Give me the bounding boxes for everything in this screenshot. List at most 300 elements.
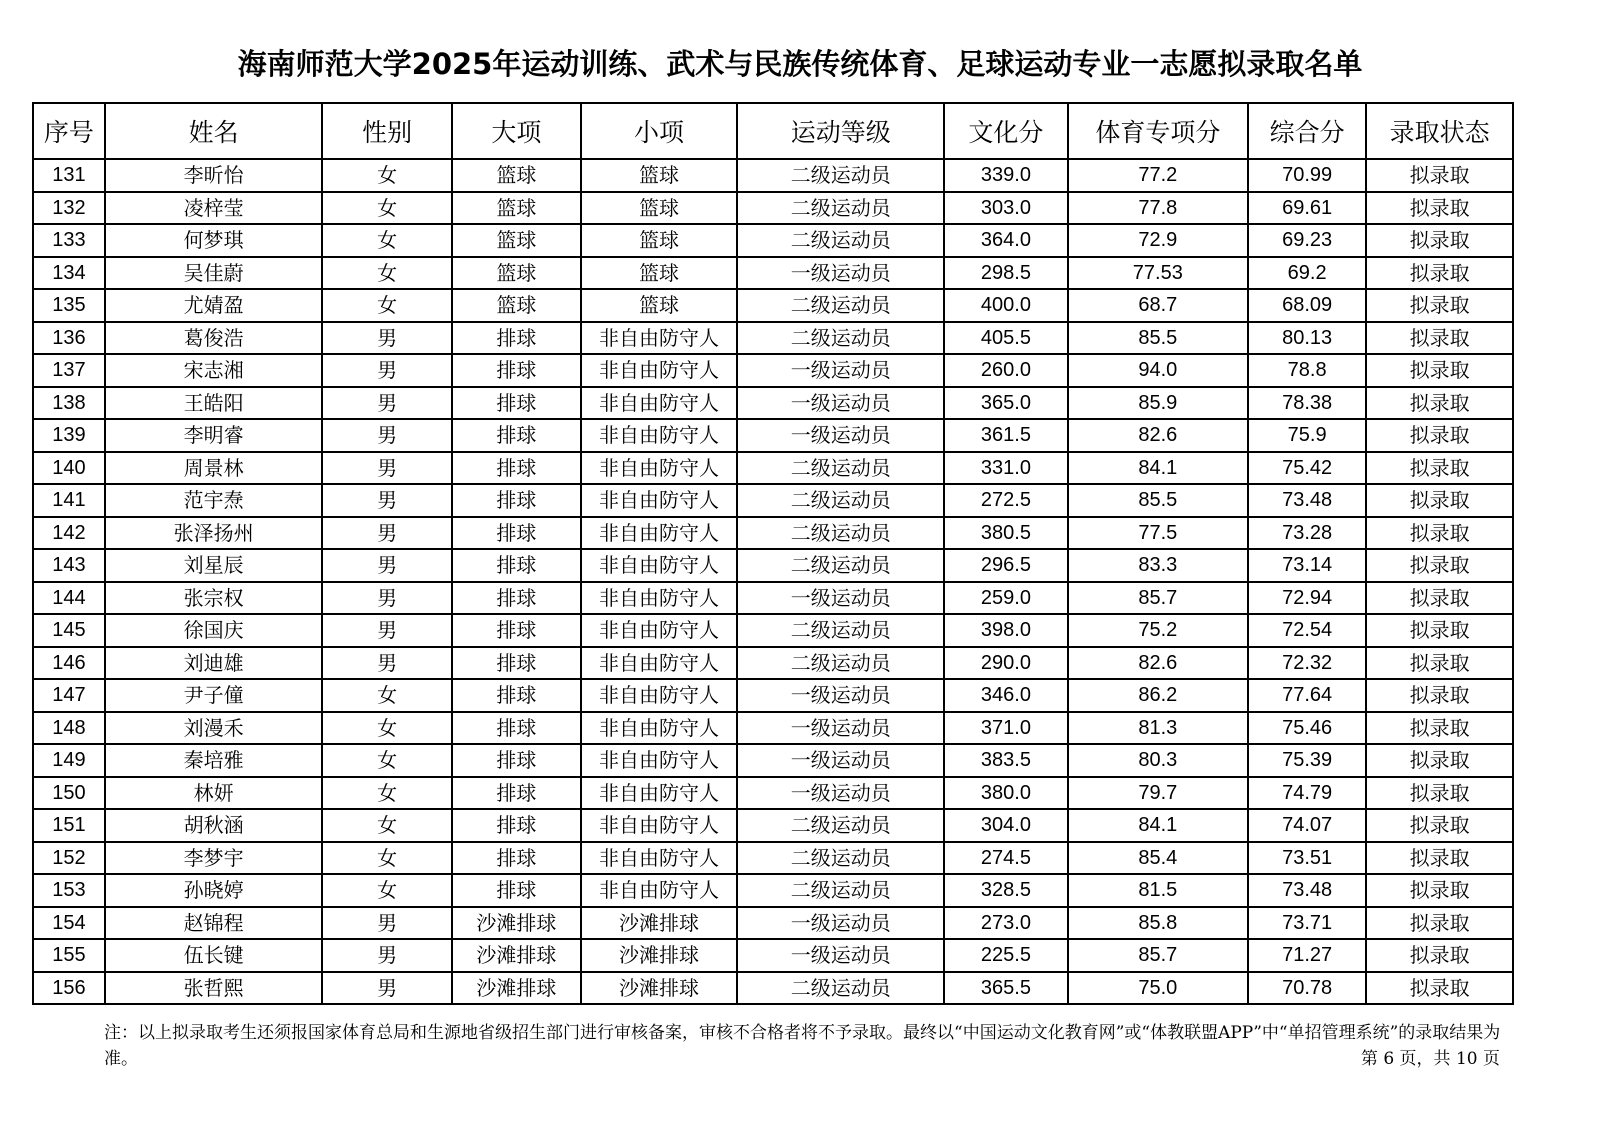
table-row: [33, 192, 1513, 225]
cell-composite-score: 68.09: [1248, 289, 1366, 322]
cell-sport-score: 77.2: [1068, 159, 1249, 192]
cell-culture-score: 400.0: [944, 289, 1067, 322]
cell-status: 拟录取: [1366, 322, 1513, 355]
cell-sport-score: 77.53: [1068, 257, 1249, 290]
table-row: [33, 257, 1513, 290]
cell-sub-event: 篮球: [581, 257, 737, 290]
admission-table: [32, 102, 1514, 1005]
cell-culture-score: 380.5: [944, 517, 1067, 550]
cell-culture-score: 361.5: [944, 419, 1067, 452]
cell-composite-score: 70.78: [1248, 972, 1366, 1005]
cell-major-event: 排球: [452, 387, 581, 420]
cell-sub-event: 非自由防守人: [581, 387, 737, 420]
cell-culture-score: 339.0: [944, 159, 1067, 192]
table-row: [33, 224, 1513, 257]
cell-sub-event: 非自由防守人: [581, 874, 737, 907]
cell-index: 153: [33, 874, 105, 907]
cell-name: 李昕怡: [105, 159, 323, 192]
cell-composite-score: 80.13: [1248, 322, 1366, 355]
cell-name: 何梦琪: [105, 224, 323, 257]
cell-name: 刘迪雄: [105, 647, 323, 680]
cell-sport-score: 75.2: [1068, 614, 1249, 647]
cell-sub-event: 非自由防守人: [581, 647, 737, 680]
cell-gender: 女: [322, 809, 451, 842]
cell-major-event: 沙滩排球: [452, 939, 581, 972]
cell-sport-score: 81.5: [1068, 874, 1249, 907]
cell-status: 拟录取: [1366, 192, 1513, 225]
cell-name: 李明睿: [105, 419, 323, 452]
page-indicator: 第 6 页，共 10 页: [1360, 1049, 1500, 1069]
cell-sub-event: 非自由防守人: [581, 614, 737, 647]
cell-name: 凌梓莹: [105, 192, 323, 225]
cell-sport-score: 81.3: [1068, 712, 1249, 745]
cell-athlete-level: 一级运动员: [737, 712, 944, 745]
cell-name: 宋志湘: [105, 354, 323, 387]
column-header-name: 姓名: [105, 103, 323, 159]
cell-sport-score: 85.8: [1068, 907, 1249, 940]
cell-sub-event: 非自由防守人: [581, 452, 737, 485]
table-row: [33, 159, 1513, 192]
cell-sub-event: 非自由防守人: [581, 582, 737, 615]
cell-index: 156: [33, 972, 105, 1005]
cell-composite-score: 72.54: [1248, 614, 1366, 647]
cell-major-event: 排球: [452, 614, 581, 647]
cell-culture-score: 272.5: [944, 484, 1067, 517]
cell-sport-score: 94.0: [1068, 354, 1249, 387]
cell-composite-score: 71.27: [1248, 939, 1366, 972]
cell-major-event: 排球: [452, 744, 581, 777]
cell-name: 张哲熙: [105, 972, 323, 1005]
cell-name: 葛俊浩: [105, 322, 323, 355]
cell-athlete-level: 二级运动员: [737, 484, 944, 517]
cell-culture-score: 398.0: [944, 614, 1067, 647]
table-row: [33, 744, 1513, 777]
cell-sport-score: 79.7: [1068, 777, 1249, 810]
cell-sub-event: 沙滩排球: [581, 939, 737, 972]
cell-culture-score: 298.5: [944, 257, 1067, 290]
cell-culture-score: 259.0: [944, 582, 1067, 615]
cell-sub-event: 非自由防守人: [581, 354, 737, 387]
cell-sport-score: 85.7: [1068, 582, 1249, 615]
cell-culture-score: 290.0: [944, 647, 1067, 680]
table-row: [33, 972, 1513, 1005]
cell-status: 拟录取: [1366, 484, 1513, 517]
cell-athlete-level: 二级运动员: [737, 809, 944, 842]
cell-gender: 男: [322, 452, 451, 485]
cell-sub-event: 非自由防守人: [581, 712, 737, 745]
cell-culture-score: 225.5: [944, 939, 1067, 972]
cell-index: 152: [33, 842, 105, 875]
cell-sub-event: 沙滩排球: [581, 907, 737, 940]
cell-athlete-level: 一级运动员: [737, 419, 944, 452]
cell-sub-event: 沙滩排球: [581, 972, 737, 1005]
cell-major-event: 排球: [452, 874, 581, 907]
cell-culture-score: 365.0: [944, 387, 1067, 420]
cell-sub-event: 篮球: [581, 192, 737, 225]
cell-sub-event: 篮球: [581, 224, 737, 257]
cell-major-event: 篮球: [452, 224, 581, 257]
cell-status: 拟录取: [1366, 712, 1513, 745]
cell-culture-score: 260.0: [944, 354, 1067, 387]
cell-composite-score: 69.61: [1248, 192, 1366, 225]
cell-status: 拟录取: [1366, 842, 1513, 875]
cell-composite-score: 73.48: [1248, 874, 1366, 907]
cell-status: 拟录取: [1366, 289, 1513, 322]
cell-major-event: 排球: [452, 647, 581, 680]
cell-name: 伍长键: [105, 939, 323, 972]
cell-gender: 男: [322, 907, 451, 940]
table-row: [33, 907, 1513, 940]
cell-gender: 男: [322, 517, 451, 550]
cell-status: 拟录取: [1366, 387, 1513, 420]
table-row: [33, 582, 1513, 615]
cell-athlete-level: 二级运动员: [737, 159, 944, 192]
cell-status: 拟录取: [1366, 159, 1513, 192]
cell-sport-score: 68.7: [1068, 289, 1249, 322]
cell-major-event: 篮球: [452, 192, 581, 225]
table-row: [33, 354, 1513, 387]
cell-athlete-level: 二级运动员: [737, 322, 944, 355]
cell-athlete-level: 二级运动员: [737, 192, 944, 225]
cell-sub-event: 非自由防守人: [581, 484, 737, 517]
cell-name: 赵锦程: [105, 907, 323, 940]
cell-major-event: 排球: [452, 582, 581, 615]
cell-major-event: 排球: [452, 842, 581, 875]
column-header-composite-score: 综合分: [1248, 103, 1366, 159]
cell-sub-event: 篮球: [581, 159, 737, 192]
cell-athlete-level: 二级运动员: [737, 517, 944, 550]
cell-major-event: 排球: [452, 484, 581, 517]
cell-name: 尹子僮: [105, 679, 323, 712]
cell-index: 146: [33, 647, 105, 680]
cell-name: 刘漫禾: [105, 712, 323, 745]
cell-composite-score: 73.14: [1248, 549, 1366, 582]
cell-sport-score: 72.9: [1068, 224, 1249, 257]
cell-sport-score: 85.7: [1068, 939, 1249, 972]
cell-culture-score: 365.5: [944, 972, 1067, 1005]
cell-athlete-level: 一级运动员: [737, 777, 944, 810]
cell-name: 李梦宇: [105, 842, 323, 875]
cell-sub-event: 非自由防守人: [581, 322, 737, 355]
cell-composite-score: 70.99: [1248, 159, 1366, 192]
cell-gender: 男: [322, 387, 451, 420]
cell-major-event: 篮球: [452, 289, 581, 322]
cell-sub-event: 非自由防守人: [581, 517, 737, 550]
cell-composite-score: 69.23: [1248, 224, 1366, 257]
cell-major-event: 排球: [452, 712, 581, 745]
cell-status: 拟录取: [1366, 452, 1513, 485]
cell-status: 拟录取: [1366, 549, 1513, 582]
cell-composite-score: 77.64: [1248, 679, 1366, 712]
cell-gender: 女: [322, 679, 451, 712]
column-header-index: 序号: [33, 103, 105, 159]
page-title: 海南师范大学2025年运动训练、武术与民族传统体育、足球运动专业一志愿拟录取名单: [237, 47, 1363, 81]
cell-major-event: 排球: [452, 322, 581, 355]
cell-status: 拟录取: [1366, 744, 1513, 777]
column-header-culture-score: 文化分: [944, 103, 1067, 159]
column-header-athlete-level: 运动等级: [737, 103, 944, 159]
cell-name: 吴佳蔚: [105, 257, 323, 290]
table-row: [33, 419, 1513, 452]
cell-major-event: 排球: [452, 777, 581, 810]
cell-gender: 男: [322, 549, 451, 582]
footnote: 注：以上拟录取考生还须报国家体育总局和生源地省级招生部门进行审核备案，审核不合格者将不予录取。最终以“中国运动文化教育网”或“体教联盟APP”中“单招管理系统”的录取结果为准。: [104, 1023, 1501, 1069]
cell-athlete-level: 二级运动员: [737, 614, 944, 647]
cell-sport-score: 82.6: [1068, 647, 1249, 680]
table-row: [33, 647, 1513, 680]
cell-status: 拟录取: [1366, 679, 1513, 712]
table-row: [33, 809, 1513, 842]
cell-status: 拟录取: [1366, 647, 1513, 680]
cell-sport-score: 85.4: [1068, 842, 1249, 875]
cell-athlete-level: 二级运动员: [737, 842, 944, 875]
cell-index: 137: [33, 354, 105, 387]
cell-status: 拟录取: [1366, 939, 1513, 972]
cell-composite-score: 73.71: [1248, 907, 1366, 940]
cell-name: 秦培雅: [105, 744, 323, 777]
cell-sub-event: 非自由防守人: [581, 777, 737, 810]
cell-gender: 男: [322, 647, 451, 680]
cell-culture-score: 364.0: [944, 224, 1067, 257]
cell-status: 拟录取: [1366, 582, 1513, 615]
cell-sub-event: 非自由防守人: [581, 809, 737, 842]
cell-gender: 男: [322, 322, 451, 355]
cell-index: 151: [33, 809, 105, 842]
cell-name: 刘星辰: [105, 549, 323, 582]
cell-index: 148: [33, 712, 105, 745]
cell-major-event: 篮球: [452, 257, 581, 290]
cell-index: 149: [33, 744, 105, 777]
cell-status: 拟录取: [1366, 972, 1513, 1005]
cell-major-event: 排球: [452, 354, 581, 387]
cell-culture-score: 274.5: [944, 842, 1067, 875]
cell-sport-score: 75.0: [1068, 972, 1249, 1005]
cell-composite-score: 73.28: [1248, 517, 1366, 550]
cell-major-event: 排球: [452, 517, 581, 550]
table-row: [33, 874, 1513, 907]
cell-sport-score: 85.5: [1068, 322, 1249, 355]
column-header-admission-status: 录取状态: [1366, 103, 1513, 159]
cell-composite-score: 75.9: [1248, 419, 1366, 452]
cell-index: 134: [33, 257, 105, 290]
cell-sport-score: 84.1: [1068, 809, 1249, 842]
cell-status: 拟录取: [1366, 614, 1513, 647]
cell-sport-score: 85.9: [1068, 387, 1249, 420]
cell-athlete-level: 二级运动员: [737, 549, 944, 582]
cell-index: 144: [33, 582, 105, 615]
cell-gender: 男: [322, 972, 451, 1005]
cell-major-event: 排球: [452, 549, 581, 582]
cell-status: 拟录取: [1366, 354, 1513, 387]
cell-gender: 女: [322, 257, 451, 290]
cell-gender: 女: [322, 874, 451, 907]
cell-athlete-level: 一级运动员: [737, 257, 944, 290]
cell-composite-score: 75.39: [1248, 744, 1366, 777]
cell-name: 尤婧盈: [105, 289, 323, 322]
cell-culture-score: 303.0: [944, 192, 1067, 225]
cell-culture-score: 296.5: [944, 549, 1067, 582]
cell-index: 132: [33, 192, 105, 225]
cell-gender: 女: [322, 712, 451, 745]
cell-major-event: 排球: [452, 809, 581, 842]
cell-name: 张宗权: [105, 582, 323, 615]
cell-composite-score: 73.48: [1248, 484, 1366, 517]
cell-name: 王皓阳: [105, 387, 323, 420]
cell-status: 拟录取: [1366, 224, 1513, 257]
cell-athlete-level: 一级运动员: [737, 582, 944, 615]
cell-culture-score: 383.5: [944, 744, 1067, 777]
column-header-sport-score: 体育专项分: [1068, 103, 1249, 159]
table-row: [33, 679, 1513, 712]
table-row: [33, 712, 1513, 745]
cell-composite-score: 74.07: [1248, 809, 1366, 842]
cell-name: 胡秋涵: [105, 809, 323, 842]
cell-status: 拟录取: [1366, 874, 1513, 907]
cell-index: 147: [33, 679, 105, 712]
cell-sport-score: 86.2: [1068, 679, 1249, 712]
table-row: [33, 484, 1513, 517]
cell-athlete-level: 一级运动员: [737, 907, 944, 940]
cell-gender: 男: [322, 419, 451, 452]
table-row: [33, 452, 1513, 485]
cell-name: 林妍: [105, 777, 323, 810]
cell-name: 张泽扬州: [105, 517, 323, 550]
cell-gender: 女: [322, 289, 451, 322]
cell-composite-score: 74.79: [1248, 777, 1366, 810]
cell-sport-score: 77.5: [1068, 517, 1249, 550]
cell-culture-score: 405.5: [944, 322, 1067, 355]
table-row: [33, 387, 1513, 420]
cell-sub-event: 非自由防守人: [581, 549, 737, 582]
cell-sub-event: 篮球: [581, 289, 737, 322]
cell-culture-score: 273.0: [944, 907, 1067, 940]
cell-athlete-level: 二级运动员: [737, 289, 944, 322]
cell-gender: 女: [322, 159, 451, 192]
cell-athlete-level: 二级运动员: [737, 224, 944, 257]
cell-culture-score: 304.0: [944, 809, 1067, 842]
cell-athlete-level: 二级运动员: [737, 874, 944, 907]
column-header-gender: 性别: [322, 103, 451, 159]
cell-sport-score: 82.6: [1068, 419, 1249, 452]
cell-athlete-level: 一级运动员: [737, 387, 944, 420]
cell-gender: 男: [322, 939, 451, 972]
cell-composite-score: 72.32: [1248, 647, 1366, 680]
cell-major-event: 排球: [452, 452, 581, 485]
table-row: [33, 842, 1513, 875]
cell-sub-event: 非自由防守人: [581, 842, 737, 875]
cell-index: 133: [33, 224, 105, 257]
cell-athlete-level: 二级运动员: [737, 452, 944, 485]
table-row: [33, 549, 1513, 582]
cell-index: 141: [33, 484, 105, 517]
cell-sport-score: 80.3: [1068, 744, 1249, 777]
cell-name: 徐国庆: [105, 614, 323, 647]
cell-major-event: 沙滩排球: [452, 972, 581, 1005]
table-row: [33, 517, 1513, 550]
cell-name: 范宇焘: [105, 484, 323, 517]
cell-sub-event: 非自由防守人: [581, 419, 737, 452]
cell-composite-score: 78.38: [1248, 387, 1366, 420]
cell-gender: 女: [322, 224, 451, 257]
cell-gender: 女: [322, 192, 451, 225]
cell-composite-score: 69.2: [1248, 257, 1366, 290]
cell-sport-score: 85.5: [1068, 484, 1249, 517]
cell-status: 拟录取: [1366, 777, 1513, 810]
cell-index: 135: [33, 289, 105, 322]
cell-name: 孙晓婷: [105, 874, 323, 907]
table-body: [33, 159, 1513, 1004]
cell-athlete-level: 二级运动员: [737, 647, 944, 680]
cell-gender: 男: [322, 484, 451, 517]
cell-gender: 男: [322, 614, 451, 647]
table-row: [33, 614, 1513, 647]
cell-major-event: 沙滩排球: [452, 907, 581, 940]
cell-status: 拟录取: [1366, 257, 1513, 290]
cell-gender: 女: [322, 842, 451, 875]
cell-athlete-level: 一级运动员: [737, 354, 944, 387]
cell-status: 拟录取: [1366, 419, 1513, 452]
table-row: [33, 777, 1513, 810]
cell-index: 138: [33, 387, 105, 420]
cell-index: 139: [33, 419, 105, 452]
cell-sport-score: 77.8: [1068, 192, 1249, 225]
cell-culture-score: 346.0: [944, 679, 1067, 712]
cell-major-event: 排球: [452, 419, 581, 452]
cell-composite-score: 78.8: [1248, 354, 1366, 387]
cell-index: 136: [33, 322, 105, 355]
cell-athlete-level: 一级运动员: [737, 744, 944, 777]
cell-composite-score: 72.94: [1248, 582, 1366, 615]
table-row: [33, 939, 1513, 972]
cell-culture-score: 371.0: [944, 712, 1067, 745]
cell-athlete-level: 一级运动员: [737, 939, 944, 972]
column-header-major-event: 大项: [452, 103, 581, 159]
cell-sub-event: 非自由防守人: [581, 679, 737, 712]
cell-index: 155: [33, 939, 105, 972]
cell-gender: 男: [322, 582, 451, 615]
cell-status: 拟录取: [1366, 517, 1513, 550]
table-row: [33, 289, 1513, 322]
cell-athlete-level: 一级运动员: [737, 679, 944, 712]
cell-culture-score: 380.0: [944, 777, 1067, 810]
cell-status: 拟录取: [1366, 907, 1513, 940]
cell-composite-score: 75.42: [1248, 452, 1366, 485]
cell-index: 140: [33, 452, 105, 485]
cell-composite-score: 73.51: [1248, 842, 1366, 875]
cell-composite-score: 75.46: [1248, 712, 1366, 745]
cell-gender: 女: [322, 744, 451, 777]
cell-index: 145: [33, 614, 105, 647]
cell-gender: 女: [322, 777, 451, 810]
cell-gender: 男: [322, 354, 451, 387]
cell-culture-score: 331.0: [944, 452, 1067, 485]
cell-index: 142: [33, 517, 105, 550]
cell-index: 131: [33, 159, 105, 192]
cell-athlete-level: 二级运动员: [737, 972, 944, 1005]
cell-sport-score: 83.3: [1068, 549, 1249, 582]
cell-status: 拟录取: [1366, 809, 1513, 842]
cell-culture-score: 328.5: [944, 874, 1067, 907]
cell-sport-score: 84.1: [1068, 452, 1249, 485]
cell-major-event: 篮球: [452, 159, 581, 192]
cell-index: 154: [33, 907, 105, 940]
cell-name: 周景林: [105, 452, 323, 485]
cell-index: 143: [33, 549, 105, 582]
cell-index: 150: [33, 777, 105, 810]
table-header-row: [33, 103, 1513, 159]
cell-sub-event: 非自由防守人: [581, 744, 737, 777]
cell-major-event: 排球: [452, 679, 581, 712]
